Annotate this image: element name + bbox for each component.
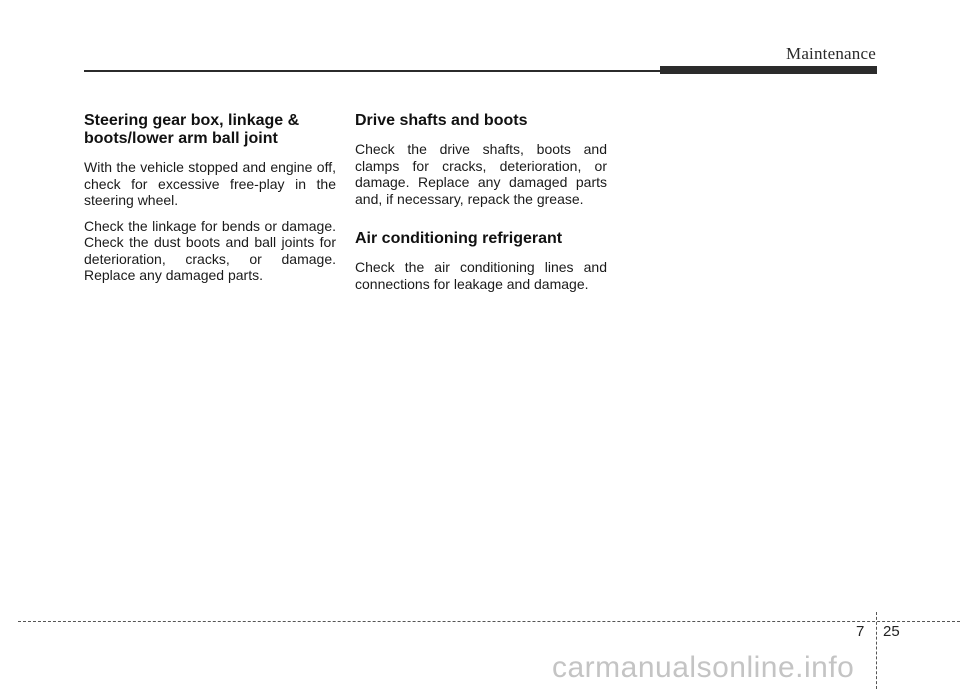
footer-vertical-rule (876, 612, 877, 689)
header-rule-thick (660, 66, 877, 74)
left-column (84, 112, 336, 293)
right-column (355, 112, 607, 301)
footer-dashed-rule (18, 621, 960, 622)
section-spacer (355, 216, 607, 230)
header-title: Maintenance (786, 44, 876, 63)
steering-paragraph-2: Check the linkage for bends or damage. Check the dust boots and ball joints for deterioration, cracks, or damage. Replace any damaged parts. (84, 217, 336, 283)
drive-shafts-text: Check the drive shafts, boots and clamps for cracks, deterioration, or damage. Replace any damaged parts and, if necessary, repack the grease. (355, 141, 607, 207)
air-conditioning-text: Check the air conditioning lines and connections for leakage and damage. (355, 259, 607, 292)
chapter-number: 7 (856, 623, 865, 640)
drive-shafts-heading: Drive shafts and boots (355, 112, 528, 129)
steering-section-heading: Steering gear box, linkage & boots/lower arm ball joint (84, 112, 300, 147)
header-rule-thin (84, 70, 664, 72)
watermark: carmanualsonline.info (552, 651, 855, 684)
steering-paragraph-1: With the vehicle stopped and engine off, check for excessive free-play in the steering wheel. (84, 159, 336, 208)
air-conditioning-heading: Air conditioning refrigerant (355, 230, 563, 247)
page-number: 25 (883, 623, 900, 640)
